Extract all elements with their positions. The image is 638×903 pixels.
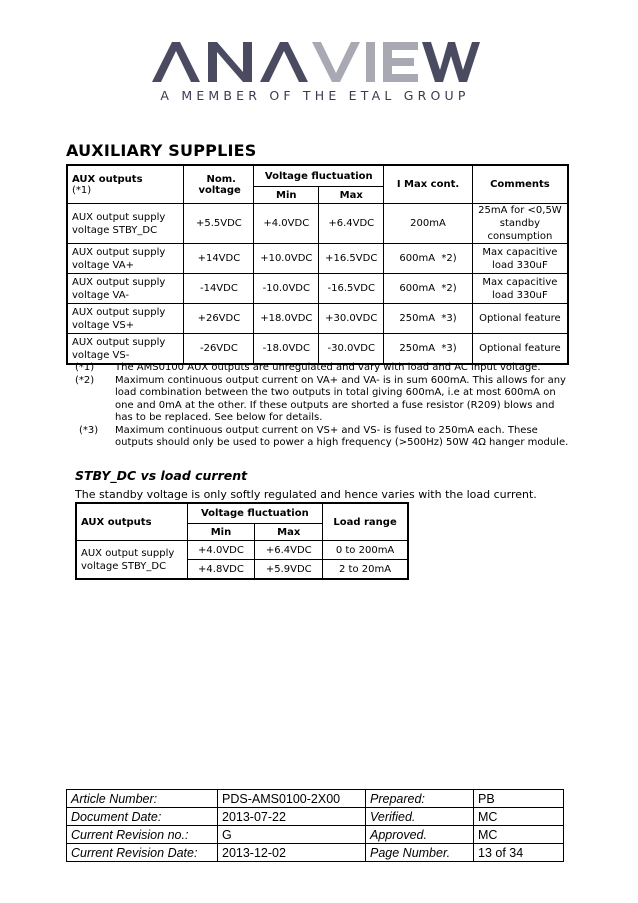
document-footer-table	[66, 789, 564, 862]
table-row	[67, 274, 568, 304]
prepared-value: PB	[474, 790, 564, 808]
aux-supplies-table	[66, 164, 569, 365]
table-row	[67, 844, 564, 862]
current-revision-date: 2013-12-02	[218, 844, 366, 862]
stby-row-max: +6.4VDC	[255, 541, 323, 560]
stby-description: The standby voltage is only softly regulated and hence varies with the load current.	[75, 488, 537, 501]
row-max: -30.0VDC	[319, 334, 384, 365]
page-number: 13 of 34	[474, 844, 564, 862]
row-imax: 600mA *2)	[384, 274, 473, 304]
stby-title: STBY_DC vs load current	[75, 468, 248, 483]
table-row	[67, 790, 564, 808]
anaview-wordmark	[150, 38, 480, 84]
row-name: AUX output supply voltage VS+	[67, 304, 184, 334]
current-revision-label: Current Revision no.:	[67, 826, 218, 844]
stby-row-max: +5.9VDC	[255, 560, 323, 580]
row-name: AUX output supply voltage VA+	[67, 244, 184, 274]
row-imax: 250mA *3)	[384, 304, 473, 334]
row-min: +4.0VDC	[254, 204, 319, 244]
footnote-1: (*1) The AMS0100 AUX outputs are unregulated and vary with load and AC input voltage.	[75, 362, 541, 373]
header-i-max: I Max cont.	[384, 165, 473, 204]
stby-table	[75, 502, 409, 580]
verified-value: MC	[474, 808, 564, 826]
row-max: +16.5VDC	[319, 244, 384, 274]
row-imax: 250mA *3)	[384, 334, 473, 365]
row-name: AUX output supply voltage VS-	[67, 334, 184, 365]
header-aux-outputs: AUX outputs (*1)	[67, 165, 184, 204]
article-number-label: Article Number:	[67, 790, 218, 808]
row-comment: Optional feature	[472, 334, 568, 365]
stby-row-load: 0 to 200mA	[323, 541, 408, 560]
row-imax: 200mA	[384, 204, 473, 244]
article-number: PDS-AMS0100-2X00	[218, 790, 366, 808]
section-title: AUXILIARY SUPPLIES	[66, 141, 257, 160]
stby-header-aux-outputs: AUX outputs	[76, 503, 187, 541]
row-max: -16.5VDC	[319, 274, 384, 304]
footnotes	[75, 362, 575, 450]
row-min: +10.0VDC	[254, 244, 319, 274]
header-voltage-fluctuation: Voltage fluctuation	[254, 165, 384, 187]
document-date: 2013-07-22	[218, 808, 366, 826]
row-min: +18.0VDC	[254, 304, 319, 334]
footnote-3: (*3) Maximum continuous output current on VS+ and VS- is fused to 250mA each. These outputs should only be used to power a high frequency (>500Hz) 50W 4Ω hanger module.	[79, 424, 569, 448]
footnote-2: (*2) Maximum continuous output current on VA+ and VA- is in sum 600mA. This allows for any load combination between the two outputs in total giving 600mA, i.e at most 600mA on one and 0mA at the other. If these outputs are shorted a fuse resistor (R209) blows and has to be replaced. See below for details.	[75, 374, 566, 423]
stby-row-load: 2 to 20mA	[323, 560, 408, 580]
table-row	[67, 334, 568, 365]
row-max: +30.0VDC	[319, 304, 384, 334]
stby-header-min: Min	[187, 524, 255, 541]
row-nom: +26VDC	[184, 304, 254, 334]
row-comment: Max capacitive load 330uF	[472, 274, 568, 304]
table-row	[67, 826, 564, 844]
row-imax: 600mA *2)	[384, 244, 473, 274]
stby-header-max: Max	[255, 524, 323, 541]
stby-header-voltage-fluctuation: Voltage fluctuation	[187, 503, 323, 524]
current-revision: G	[218, 826, 366, 844]
table-row	[76, 541, 408, 560]
row-nom: +14VDC	[184, 244, 254, 274]
current-revision-date-label: Current Revision Date:	[67, 844, 218, 862]
document-date-label: Document Date:	[67, 808, 218, 826]
page-number-label: Page Number.	[366, 844, 474, 862]
row-nom: -26VDC	[184, 334, 254, 365]
header-comments: Comments	[472, 165, 568, 204]
row-nom: +5.5VDC	[184, 204, 254, 244]
row-nom: -14VDC	[184, 274, 254, 304]
stby-row-min: +4.8VDC	[187, 560, 255, 580]
row-min: -18.0VDC	[254, 334, 319, 365]
row-min: -10.0VDC	[254, 274, 319, 304]
row-comment: Optional feature	[472, 304, 568, 334]
row-name: AUX output supply voltage STBY_DC	[67, 204, 184, 244]
stby-row-min: +4.0VDC	[187, 541, 255, 560]
header-min: Min	[254, 187, 319, 204]
row-comment: Max capacitive load 330uF	[472, 244, 568, 274]
approved-label: Approved.	[366, 826, 474, 844]
verified-label: Verified.	[366, 808, 474, 826]
anaview-logo	[150, 38, 480, 106]
row-max: +6.4VDC	[319, 204, 384, 244]
table-row	[67, 244, 568, 274]
approved-value: MC	[474, 826, 564, 844]
table-row	[67, 204, 568, 244]
row-name: AUX output supply voltage VA-	[67, 274, 184, 304]
logo-tagline: A MEMBER OF THE ETAL GROUP	[160, 88, 470, 103]
prepared-label: Prepared:	[366, 790, 474, 808]
header-max: Max	[319, 187, 384, 204]
table-row	[67, 304, 568, 334]
header-nom-voltage: Nom. voltage	[184, 165, 254, 204]
row-comment: 25mA for <0,5W standby consumption	[472, 204, 568, 244]
stby-header-load-range: Load range	[323, 503, 408, 541]
stby-row-label: AUX output supply voltage STBY_DC	[76, 541, 187, 580]
table-row	[67, 808, 564, 826]
